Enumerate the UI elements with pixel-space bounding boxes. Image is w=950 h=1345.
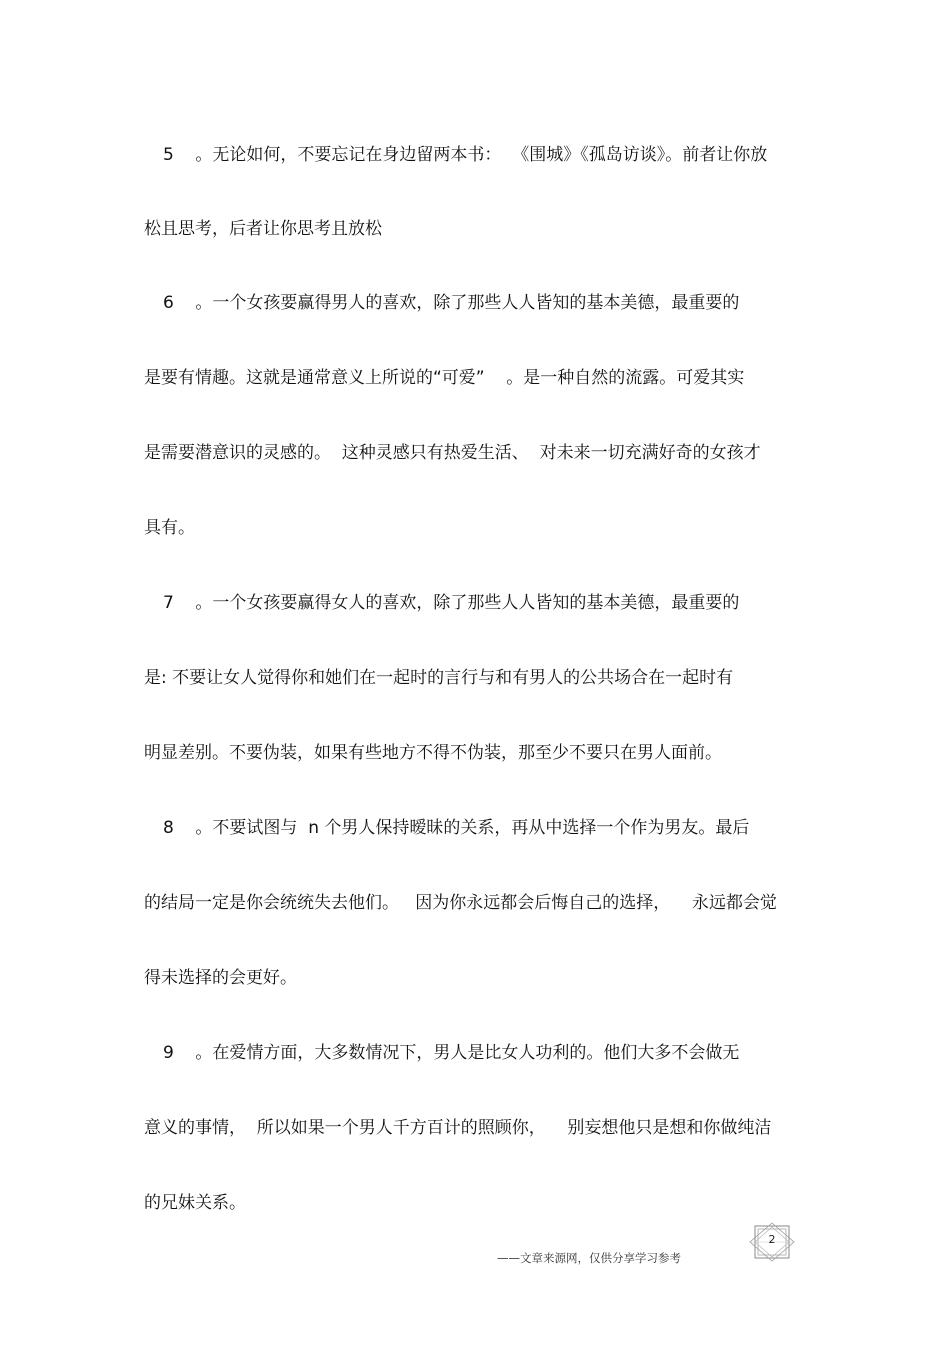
- text-line: 是要有情趣。这就是通常意义上所说的“可爱” 。是一种自然的流露。可爱其实: [144, 368, 745, 388]
- text-line: 9 。在爱情方面，大多数情况下，男人是比女人功利的。他们大多不会做无: [163, 1043, 740, 1063]
- page-number-badge: [748, 1222, 796, 1262]
- text-line: 是需要潜意识的灵感的。 这种灵感只有热爱生活、 对未来一切充满好奇的女孩才: [144, 443, 761, 463]
- text-line: 是: 不要让女人觉得你和她们在一起时的言行与和有男人的公共场合在一起时有: [144, 668, 734, 688]
- text-line: 具有。: [144, 518, 195, 538]
- text-line: 的结局一定是你会统统失去他们。 因为你永远都会后悔自己的选择， 永远都会觉: [144, 893, 777, 913]
- footer-source-note: ——文章来源网，仅供分享学习参考: [497, 1251, 681, 1265]
- text-line: 5 。无论如何，不要忘记在身边留两本书： 《围城》《孤岛访谈》。前者让你放: [163, 145, 768, 165]
- text-line: 7 。一个女孩要赢得女人的喜欢，除了那些人人皆知的基本美德，最重要的: [163, 593, 740, 613]
- text-line: 6 。一个女孩要赢得男人的喜欢，除了那些人人皆知的基本美德，最重要的: [163, 293, 740, 313]
- text-line: 明显差别。不要伪装，如果有些地方不得不伪装，那至少不要只在男人面前。: [144, 743, 722, 763]
- text-line: 得未选择的会更好。: [144, 968, 297, 988]
- text-line: 松且思考，后者让你思考且放松: [144, 219, 382, 239]
- text-line: 的兄妹关系。: [144, 1193, 246, 1213]
- page-number: 2: [768, 1233, 776, 1246]
- text-line: 意义的事情， 所以如果一个男人千方百计的照顾你， 别妄想他只是想和你做纯洁: [144, 1118, 772, 1138]
- text-line: 8 。不要试图与 n 个男人保持暧昧的关系，再从中选择一个作为男友。最后: [163, 818, 750, 838]
